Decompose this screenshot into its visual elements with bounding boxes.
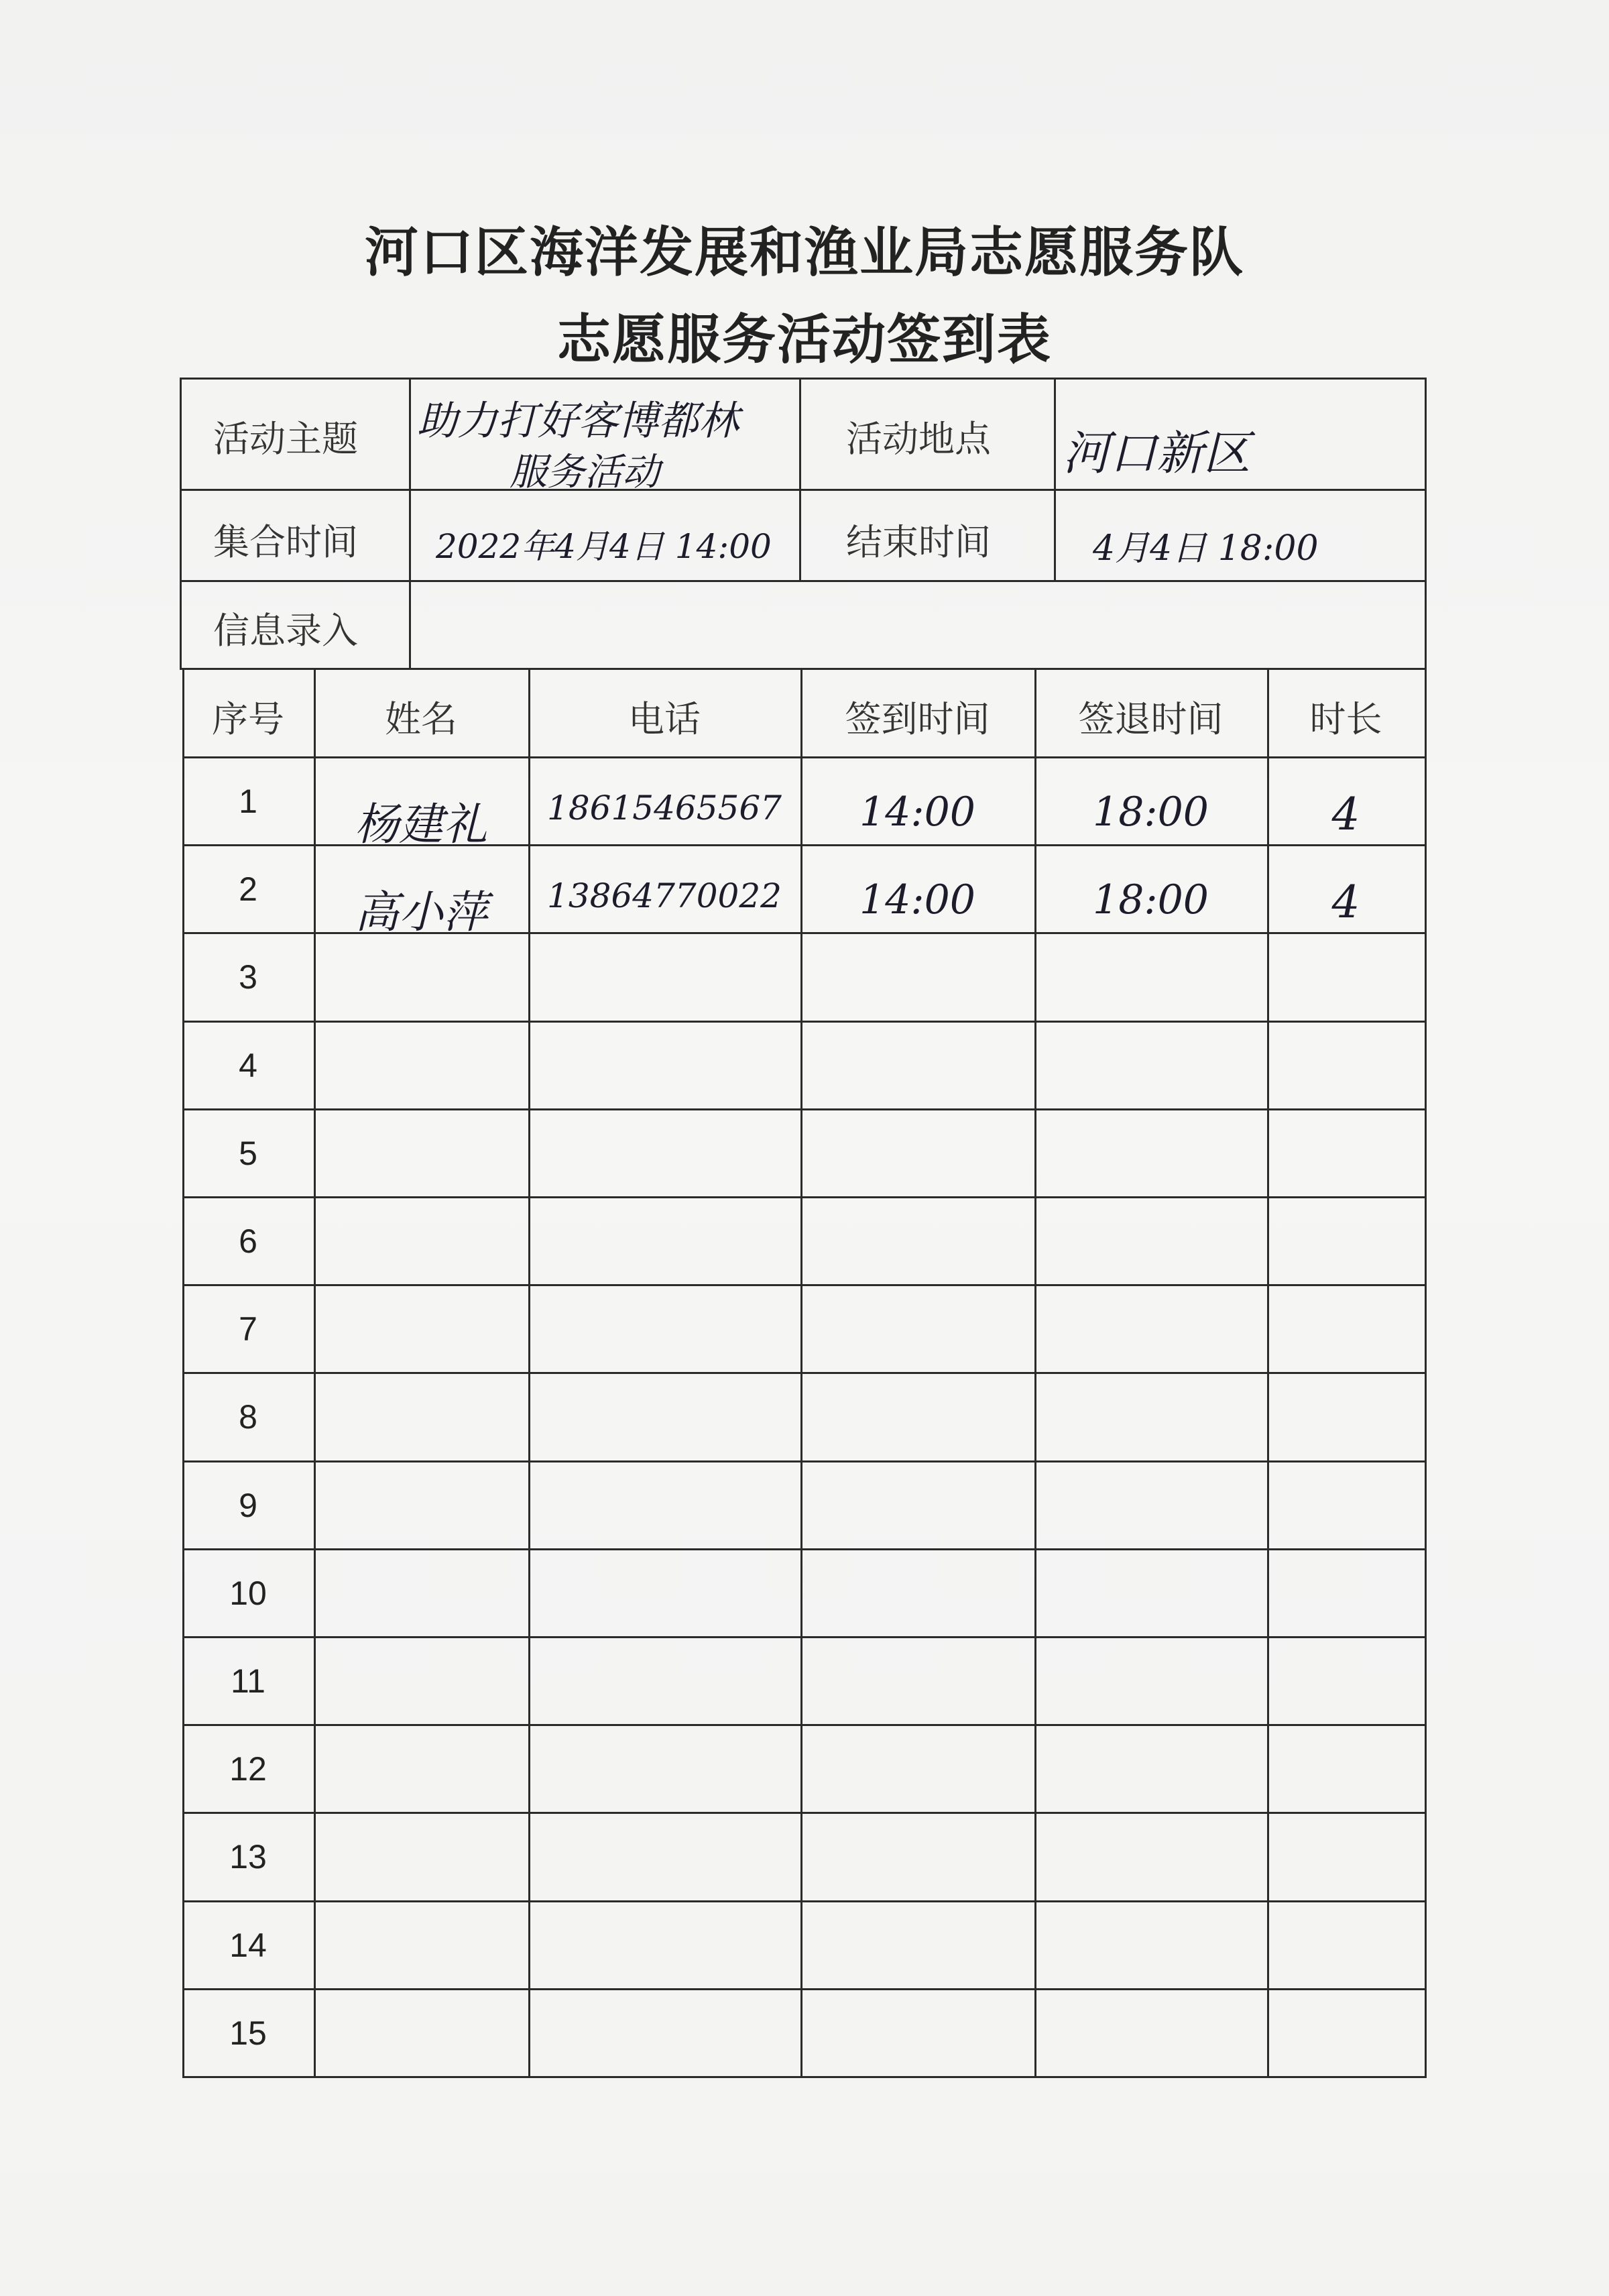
table-header-bottom	[182, 756, 1425, 758]
row-signout-time: 18:00	[1093, 789, 1209, 836]
table-row-divider	[182, 1812, 1425, 1814]
row-index: 13	[229, 1838, 267, 1876]
row-index: 12	[229, 1750, 267, 1788]
sheet-title-line1: 河口区海洋发展和渔业局志愿服务队	[365, 221, 1244, 284]
sheet-title-line2: 志愿服务活动签到表	[557, 308, 1052, 371]
header-signout-time: 签退时间	[1078, 698, 1224, 740]
end-time-label: 结束时间	[846, 521, 991, 563]
table-right-border	[1425, 668, 1427, 2078]
row-signout-time: 18:00	[1093, 876, 1209, 924]
table-row-divider	[182, 1196, 1425, 1198]
row-index: 1	[239, 783, 257, 820]
info-top-border	[180, 378, 1427, 380]
row-index: 8	[239, 1398, 257, 1436]
info-col-divider	[799, 378, 801, 582]
row-index: 4	[239, 1046, 257, 1084]
table-row-divider	[182, 1900, 1425, 1902]
table-row-divider	[182, 1548, 1425, 1550]
row-signin-time: 14:00	[859, 876, 975, 924]
location-value: 河口新区	[1063, 426, 1250, 481]
row-index: 11	[231, 1662, 265, 1700]
row-index: 7	[239, 1310, 257, 1348]
theme-label: 活动主题	[213, 418, 358, 460]
row-signin-time: 14:00	[859, 789, 975, 836]
row-index: 2	[239, 870, 257, 909]
row-index: 10	[229, 1574, 267, 1612]
theme-value-line1: 助力打好客博都林	[417, 398, 739, 445]
gather-time-label: 集合时间	[213, 521, 358, 563]
info-left-border	[180, 378, 182, 670]
header-name: 姓名	[385, 698, 457, 740]
info-entry-label: 信息录入	[213, 610, 358, 652]
table-row-divider	[182, 1724, 1425, 1726]
row-name: 高小萍	[355, 886, 487, 939]
table-row-divider	[182, 1460, 1425, 1462]
info-col-divider	[1054, 378, 1056, 582]
table-row-divider	[182, 1108, 1425, 1110]
row-index: 3	[239, 958, 257, 996]
gather-time-value: 2022年4月4日 14:00	[436, 527, 772, 566]
table-row-divider	[182, 1372, 1425, 1374]
row-phone: 18615465567	[547, 789, 782, 827]
row-duration: 4	[1331, 876, 1360, 929]
row-phone: 13864770022	[547, 876, 782, 916]
info-bottom-border	[180, 668, 1427, 670]
header-duration: 时长	[1309, 698, 1382, 740]
header-phone: 电话	[628, 698, 701, 740]
theme-value-line2: 服务活动	[510, 451, 660, 494]
row-index: 14	[229, 1926, 267, 1964]
row-duration: 4	[1331, 789, 1360, 840]
info-right-border	[1425, 378, 1427, 670]
table-row-divider	[182, 1636, 1425, 1638]
end-time-value: 4月4日 18:00	[1093, 528, 1319, 569]
info-row-divider	[180, 580, 1427, 582]
row-name: 杨建礼	[355, 799, 487, 850]
row-index: 5	[239, 1134, 257, 1172]
header-index: 序号	[212, 698, 284, 740]
table-row-divider	[182, 1988, 1425, 1990]
location-label: 活动地点	[846, 418, 991, 460]
table-bottom-border	[182, 2076, 1425, 2078]
table-row-divider	[182, 1284, 1425, 1286]
row-index: 9	[239, 1486, 257, 1524]
info-row-divider	[180, 489, 1427, 491]
info-col-divider	[409, 378, 411, 670]
table-row-divider	[182, 1021, 1425, 1023]
row-index: 15	[229, 2014, 267, 2052]
header-signin-time: 签到时间	[845, 698, 990, 740]
row-index: 6	[239, 1222, 257, 1260]
